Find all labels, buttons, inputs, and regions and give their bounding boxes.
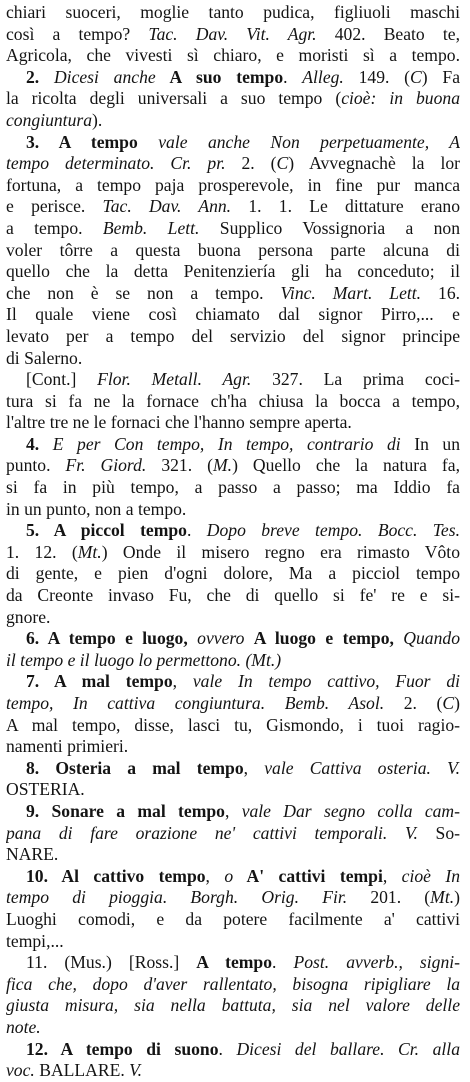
text-line (6, 563, 460, 585)
text-segment: Dopo breve tempo. Bocc. Tes. (206, 520, 460, 541)
text-segment: namenti primieri. (6, 736, 129, 757)
text-segment: 1. 1. Le dittature erano (231, 196, 460, 217)
text-line (6, 542, 460, 564)
text-segment: A mal tempo, disse, lasci tu, Gismondo, i tuoi ragio- (6, 714, 460, 735)
text-segment: punto. (6, 455, 66, 476)
text-line (6, 132, 460, 154)
text-segment: cioè: in buona (341, 88, 460, 109)
text-segment: 2. (26, 66, 54, 87)
text-segment: 16. (421, 282, 460, 303)
text-segment: ) Avvegnachè la lor (288, 153, 460, 174)
text-segment: [Cont.] (26, 369, 98, 390)
text-segment: 12. A tempo di suono (26, 1038, 219, 1059)
text-line (6, 499, 460, 521)
text-line (6, 412, 460, 434)
text-line (6, 801, 460, 823)
text-line (6, 434, 460, 456)
text-line (6, 650, 460, 672)
text-segment: l'altre tre ne le fornaci che l'hanno sempre aperta. (6, 412, 352, 433)
text-line (6, 520, 460, 542)
text-segment: A tempo (196, 952, 272, 973)
text-segment: di gente, e pien d'ogni dolore, Ma a picciol tempo (6, 563, 460, 584)
text-line (6, 931, 460, 953)
text-segment: ) Onde il misero regno era rimasto Vôto (101, 541, 460, 562)
text-line (6, 153, 460, 175)
text-segment: pana di fare orazione ne' cattivi temporali. V. (6, 822, 418, 843)
text-segment: Bemb. Lett. (102, 217, 200, 238)
text-segment: BALLARE. (34, 1060, 130, 1081)
text-line (6, 758, 460, 780)
text-segment: quello che la detta Penitenziería gli ha conceduto; il (6, 261, 460, 282)
text-segment: fica che, dopo d'aver rallentato, bisogna ripigliare la (6, 973, 460, 994)
text-segment: Fr. Giord. (65, 455, 147, 476)
text-segment: 1. 12. ( (6, 541, 78, 562)
text-segment: il tempo e il luogo lo permettono. (Mt.) (6, 649, 282, 670)
text-segment: da Creonte invaso Fu, che di quello si fe' re e si- (6, 585, 460, 606)
text-segment: , (172, 671, 193, 692)
text-segment: Mt. (77, 541, 102, 562)
text-segment: , (382, 865, 402, 886)
text-line (6, 607, 460, 629)
text-segment: Agricola, che vivesti sì chiaro, e moristi sì a tempo. (6, 45, 460, 66)
text-segment: 149. ( (343, 66, 411, 87)
text-segment: . (218, 1038, 237, 1059)
text-segment: V. (129, 1060, 143, 1081)
text-segment: In un (400, 433, 460, 454)
text-segment: in un punto, non a tempo. (6, 498, 187, 519)
text-line (6, 1060, 460, 1082)
text-line (6, 693, 460, 715)
text-segment: A suo tempo (155, 66, 284, 87)
text-segment: Mt. (430, 887, 455, 908)
text-line (6, 455, 460, 477)
text-line (6, 88, 460, 110)
text-segment: 8. Osteria a mal tempo (26, 757, 244, 778)
text-segment: , (205, 865, 225, 886)
text-line (6, 24, 460, 46)
text-segment: Tac. Dav. Ann. (102, 196, 232, 217)
text-segment: si fa in più tempo, a passo a passo; ma Iddio fa (6, 477, 460, 498)
text-segment: M. (213, 455, 233, 476)
text-line (6, 779, 460, 801)
text-segment: C (442, 693, 455, 713)
text-segment: ) (454, 887, 460, 908)
text-segment: ovvero (187, 628, 254, 649)
text-segment: 6. A tempo e luogo, (26, 628, 188, 649)
text-segment: So- (417, 822, 460, 843)
text-segment: a tempo. (6, 217, 103, 238)
text-segment: voler tôrre a questa buona persona parte alcuna di (6, 239, 460, 260)
text-line (6, 585, 460, 607)
text-segment: OSTERIA. (6, 779, 85, 800)
text-segment: . (272, 952, 294, 973)
text-segment: Dicesi del ballare. Cr. alla (236, 1038, 460, 1059)
text-segment: Vinc. Mart. Lett. (280, 282, 422, 303)
text-segment: tempo determinato. Cr. pr. (6, 153, 226, 174)
text-segment: Luoghi comodi, e da potere facilmente a' cattivi (6, 908, 460, 929)
text-segment: chiari suoceri, moglie tanto pudica, figliuoli maschi (6, 2, 460, 22)
text-segment: ). (92, 109, 103, 130)
text-segment: 327. La prima coci- (251, 369, 460, 390)
text-segment: giusta misura, sia nella battuta, sia nel valore delle (6, 995, 460, 1016)
text-line (6, 261, 460, 283)
text-segment: ) (454, 693, 460, 713)
text-segment: la ricolta degli universali a suo tempo ( (6, 88, 342, 109)
text-segment: e perisce. (6, 196, 103, 217)
text-segment: ) Quello che la natura fa, (232, 455, 460, 476)
text-segment: tempo di pioggia. Borgh. Orig. Fir. (6, 887, 348, 908)
text-segment: . (186, 520, 207, 541)
text-line (6, 866, 460, 888)
text-segment: Il quale viene così chiamato dal signor Pirro,... e (6, 304, 460, 325)
text-segment: Dicesi anche (53, 66, 156, 87)
text-segment: Alleg. (302, 66, 344, 87)
text-segment: NARE. (6, 844, 59, 865)
text-line (6, 736, 460, 758)
text-segment: ) Fa (421, 66, 460, 87)
text-segment: 201. ( (347, 887, 431, 908)
text-segment: 5. A piccol tempo (26, 520, 187, 541)
text-segment: gnore. (6, 606, 51, 627)
text-segment: di Salerno. (6, 347, 83, 368)
text-segment: Post. avverb., signi- (293, 952, 460, 973)
text-segment: tempi,... (6, 930, 64, 951)
text-line (6, 628, 460, 650)
text-line (6, 1039, 460, 1061)
text-segment: A luogo e tempo, (253, 628, 394, 649)
text-segment: Supplico Vossignoria a non (199, 217, 460, 238)
text-line (6, 110, 460, 132)
text-segment: così a tempo? (6, 23, 149, 44)
text-line (6, 671, 460, 693)
text-segment: 4. (26, 433, 53, 454)
text-line (6, 887, 460, 909)
text-segment: , (243, 757, 265, 778)
text-segment: Flor. Metall. Agr. (97, 369, 252, 390)
text-segment: che non è se non a tempo. (6, 282, 281, 303)
text-line (6, 45, 460, 67)
text-line (6, 974, 460, 996)
text-segment: vale In tempo cattivo, Fuor di (192, 671, 460, 692)
text-line (6, 326, 460, 348)
text-line (6, 715, 460, 737)
text-line (6, 369, 460, 391)
text-line (6, 844, 460, 866)
text-line (6, 67, 460, 89)
text-line (6, 391, 460, 413)
text-segment: tempo, In cattiva congiuntura. Bemb. Asol. (6, 693, 385, 713)
text-segment: C (410, 66, 422, 87)
text-line (6, 304, 460, 326)
text-segment: 10. Al cattivo tempo (26, 865, 206, 886)
text-segment: Tac. Dav. Vit. Agr. (148, 23, 317, 44)
text-line (6, 2, 460, 24)
text-segment: 2. ( (225, 153, 277, 174)
text-segment: 7. A mal tempo (26, 671, 173, 692)
text-segment: cioè In (401, 865, 460, 886)
text-segment: 321. ( (146, 455, 213, 476)
text-line (6, 348, 460, 370)
text-segment: 402. Beato te, (316, 23, 460, 44)
text-segment: 3. A tempo (26, 131, 138, 152)
text-segment: levato per a tempo del servizio del signor principe (6, 325, 460, 346)
text-segment: 2. ( (384, 693, 443, 713)
text-segment: note. (6, 1016, 41, 1037)
text-segment: C (276, 153, 289, 174)
text-line (6, 995, 460, 1017)
text-line (6, 175, 460, 197)
text-line (6, 283, 460, 305)
text-line (6, 952, 460, 974)
text-segment: 9. Sonare a mal tempo (26, 800, 225, 821)
text-line (6, 823, 460, 845)
text-line (6, 909, 460, 931)
text-segment: o (224, 865, 234, 886)
text-segment: A' cattivi tempi (233, 865, 383, 886)
text-line (6, 240, 460, 262)
text-segment: . (283, 66, 303, 87)
text-segment: tura si fa ne la fornace ch'ha chiusa la bocca a tempo, (6, 390, 460, 411)
text-segment: fortuna, a tempo paja prosperevole, in fine pur manca (6, 174, 460, 195)
text-line (6, 196, 460, 218)
text-line (6, 218, 460, 240)
text-segment: vale Cattiva osteria. V. (264, 757, 460, 778)
text-segment: congiuntura (6, 109, 93, 130)
text-line (6, 477, 460, 499)
text-segment: Quando (393, 628, 460, 649)
text-segment: voc. (6, 1060, 35, 1081)
text-segment: vale anche Non perpetuamente, A (137, 131, 460, 152)
text-segment: vale Dar segno colla cam- (241, 800, 460, 821)
text-line (6, 1017, 460, 1039)
text-segment: E per Con tempo, In tempo, contrario di (52, 433, 401, 454)
text-segment: , (224, 800, 242, 821)
text-segment: 11. (Mus.) [Ross.] (26, 952, 197, 973)
